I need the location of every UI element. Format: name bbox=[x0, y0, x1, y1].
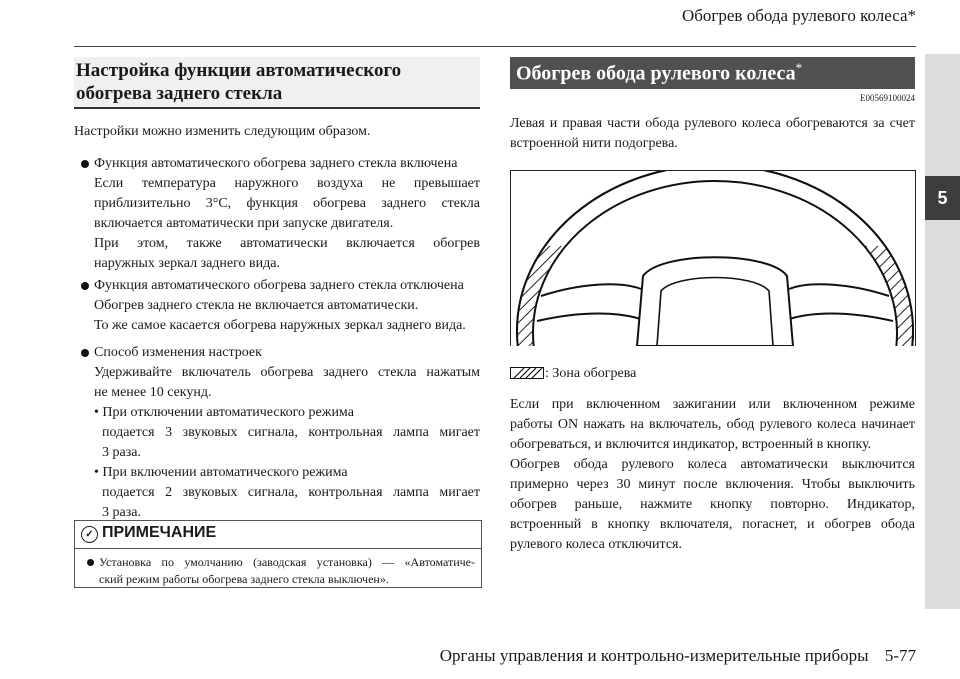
steering-wheel-figure bbox=[510, 170, 916, 346]
legend-label: : Зона обогрева bbox=[545, 366, 637, 381]
right-section-heading bbox=[510, 57, 915, 89]
bullet-icon bbox=[81, 282, 89, 290]
bullet-icon bbox=[81, 349, 89, 357]
left-intro: Настройки можно изменить следующим образом. bbox=[74, 124, 371, 139]
note-header bbox=[75, 521, 481, 549]
chapter-side-tab bbox=[925, 54, 960, 609]
bullet-icon bbox=[81, 160, 89, 168]
left-heading-text: Настройка функции автоматического обогрева заднего стекла bbox=[76, 60, 402, 104]
chapter-number: 5 bbox=[925, 176, 960, 220]
list-item: Функция автоматического обогрева заднего стекла отключена Обогрев заднего стекла не включается автоматически. То же самое касается обогрева наружных зеркал заднего вида. bbox=[94, 276, 480, 336]
right-body-text: Если при включенном зажигании или включенном режиме работы ON нажать на включатель, обод рулевого колеса начинает обогреваться, и включится индикатор, встроенный в кнопку. Обогрев обода рулевого колеса автоматически выключится примерно через 30 минут после включения. Чтобы выключить обогрев раньше, нажмите кнопку повторно. Индикатор, встроенный в кнопку включателя, погаснет, и обогрев обода рулевого колеса отключится. bbox=[510, 397, 915, 552]
bullet-icon bbox=[87, 559, 94, 566]
right-heading-text: Обогрев обода рулевого колеса bbox=[516, 62, 796, 85]
item-title: Функция автоматического обогрева заднего стекла отключена bbox=[94, 278, 464, 293]
heated-zone-legend-icon bbox=[510, 367, 544, 379]
list-item: Функция автоматического обогрева заднего стекла включена Если температура наружного воздуха не превышает приблизительно 3°C, функция обогрева заднего стекла включается автоматически при запуске двигателя. При этом, также автоматически включается обогрев наружных зеркал заднего вида. bbox=[94, 154, 480, 274]
footer-chapter-title: Органы управления и контрольно-измерительные приборы bbox=[439, 646, 869, 665]
note-box bbox=[74, 520, 482, 588]
item-title: Способ изменения настроек bbox=[94, 345, 262, 360]
note-heading: ПРИМЕЧАНИЕ bbox=[102, 524, 217, 541]
steering-wheel-icon bbox=[511, 171, 915, 346]
running-header: Обогрев обода рулевого колеса* bbox=[681, 6, 916, 25]
item-title: Функция автоматического обогрева заднего стекла включена bbox=[94, 156, 458, 171]
heading-asterisk: * bbox=[795, 60, 803, 75]
header-rule bbox=[74, 46, 916, 47]
list-item: Способ изменения настроек Удерживайте включатель обогрева заднего стекла нажатым не менее 10 секунд. • При отключении автоматического режима подается 3 звуковых сигнала, контрольная лампа мигает 3 раза. • При включении автоматического режима подается 2 звуковых сигнала, контрольная лампа мигает 3 раза. bbox=[94, 343, 480, 523]
right-intro: Левая и правая части обода рулевого колеса обогреваются за счет встроенной нити подогрева. bbox=[510, 116, 915, 151]
left-section-heading bbox=[74, 57, 480, 109]
page-number: 5-77 bbox=[884, 646, 916, 665]
note-text: Установка по умолчанию (заводская установка) — «Автоматиче- ский режим работы обогрева заднего стекла выключен». bbox=[99, 554, 475, 588]
page-footer bbox=[440, 646, 916, 666]
section-code: E00569100024 bbox=[860, 93, 915, 103]
info-note-icon: ✓ bbox=[81, 526, 98, 543]
